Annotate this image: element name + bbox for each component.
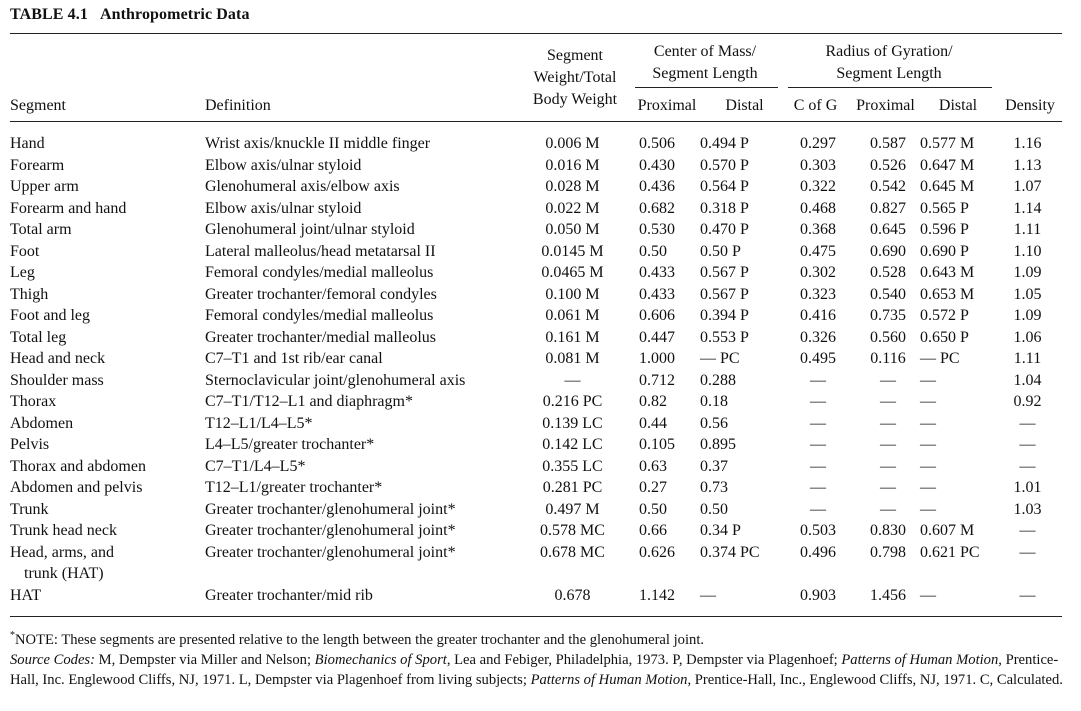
cell-density: 0.92 xyxy=(1013,393,1042,410)
cell-segment: Total arm xyxy=(10,221,72,238)
cell-weight: 0.678 xyxy=(554,586,591,604)
table-row xyxy=(10,456,1062,478)
cell-com-distal: 0.494 P xyxy=(700,135,749,152)
cell-segment: Thorax xyxy=(10,393,57,410)
cell-com-distal: 0.18 xyxy=(700,393,728,410)
cell-density: 1.06 xyxy=(1013,328,1042,346)
cell-rog-proximal: 0.540 xyxy=(870,285,906,303)
cell-segment: Shoulder mass xyxy=(10,371,104,389)
cell-definition: Femoral condyles/medial malleolus xyxy=(205,264,434,281)
cell-rog-proximal: 0.645 xyxy=(870,221,906,238)
cell-weight: 0.678 MC xyxy=(540,543,605,561)
cell-rog-cg: 0.297 xyxy=(800,135,836,152)
table-row xyxy=(10,241,1062,263)
cell-segment: Head, arms, and trunk (HAT) xyxy=(10,543,114,582)
cell-com-distal: 0.567 P xyxy=(700,264,749,281)
header-com-proximal: Proximal xyxy=(637,97,697,114)
table-row xyxy=(10,327,1062,349)
cell-rog-distal: — xyxy=(920,500,936,518)
cell-com-distal: 0.394 P xyxy=(700,307,749,324)
cell-segment: Leg xyxy=(10,264,35,281)
cell-rog-proximal: 0.587 xyxy=(870,135,906,152)
cell-segment: Trunk head neck xyxy=(10,522,117,539)
cell-rog-cg: 0.495 xyxy=(800,350,836,367)
cell-segment: Hand xyxy=(10,135,45,152)
table-row xyxy=(10,262,1062,284)
bottom-rule xyxy=(10,616,1062,617)
cell-com-distal: 0.50 xyxy=(700,500,728,518)
table-row xyxy=(10,219,1062,241)
cell-weight: 0.216 PC xyxy=(542,393,603,410)
table-row xyxy=(10,133,1062,155)
table-row xyxy=(10,520,1062,542)
header-rog-proximal: Proximal xyxy=(856,97,915,114)
cell-rog-cg: 0.326 xyxy=(800,328,836,346)
cell-rog-proximal: — xyxy=(880,393,896,410)
cell-rog-distal: 0.653 M xyxy=(920,285,975,303)
cell-rog-proximal: 0.690 xyxy=(870,242,906,260)
cell-rog-cg: 0.903 xyxy=(800,586,836,604)
cell-rog-distal: 0.643 M xyxy=(920,264,975,281)
cell-com-distal: 0.470 P xyxy=(700,221,749,238)
cell-weight: 0.022 M xyxy=(545,199,600,217)
source-codes: Source Codes: M, Dempster via Miller and Nelson; Biomechanics of Sport, Lea and Febiger, Philadelphia, 1973. P, Dempster via Plagenhoef; Patterns of Human Motion, Prentice-Hall, Inc. Englewood Cliffs, NJ, 1971. L, Dempster via Plagenhoef from living subjects; Patterns of Human Motion, Prentice-Hall, Inc., Englewood Cliffs, NJ, 1971. C, Calculated. xyxy=(10,651,1063,688)
cell-com-distal: 0.288 xyxy=(700,371,736,389)
cell-rog-cg: 0.475 xyxy=(800,242,836,260)
cell-rog-cg: 0.323 xyxy=(800,285,836,303)
cell-density: — xyxy=(1019,414,1036,432)
cell-definition: Greater trochanter/femoral condyles xyxy=(205,285,437,303)
cell-definition: Greater trochanter/glenohumeral joint* xyxy=(205,522,456,539)
cell-definition: C7–T1/L4–L5* xyxy=(205,457,306,475)
cell-definition: C7–T1/T12–L1 and diaphragm* xyxy=(205,393,413,410)
cell-rog-proximal: — xyxy=(880,371,896,389)
cell-density: — xyxy=(1019,586,1036,604)
cell-rog-cg: 0.468 xyxy=(800,199,836,217)
cell-rog-distal: — xyxy=(920,457,936,475)
cell-rog-cg: 0.302 xyxy=(800,264,836,281)
cell-rog-cg: 0.496 xyxy=(800,543,836,561)
cell-segment: Head and neck xyxy=(10,350,106,367)
cell-rog-proximal: 0.116 xyxy=(870,350,906,367)
cell-definition: T12–L1/L4–L5* xyxy=(205,414,313,432)
cell-density: 1.13 xyxy=(1013,156,1042,174)
table-row xyxy=(10,585,1062,607)
cell-rog-proximal: — xyxy=(880,500,896,518)
cell-segment: Abdomen and pelvis xyxy=(10,479,143,496)
cell-com-distal: 0.34 P xyxy=(700,522,741,539)
table-row xyxy=(10,198,1062,220)
header-definition: Definition xyxy=(205,97,271,114)
cell-com-proximal: 0.50 xyxy=(639,242,667,260)
cell-rog-proximal: 0.830 xyxy=(870,522,906,539)
cell-rog-proximal: 0.526 xyxy=(870,156,906,174)
cell-com-proximal: 0.27 xyxy=(639,479,667,496)
cell-density: 1.09 xyxy=(1013,307,1042,324)
cell-rog-distal: 0.645 M xyxy=(920,178,975,195)
cell-rog-proximal: 0.560 xyxy=(870,328,906,346)
cell-definition: L4–L5/greater trochanter* xyxy=(205,436,375,453)
cell-density: 1.09 xyxy=(1013,264,1042,281)
cell-weight: 0.161 M xyxy=(545,328,600,346)
cell-rog-proximal: — xyxy=(880,479,896,496)
cell-com-distal: 0.37 xyxy=(700,457,728,475)
table-row xyxy=(10,370,1062,392)
cell-rog-cg: 0.416 xyxy=(800,307,836,324)
cell-com-proximal: 0.105 xyxy=(639,436,675,453)
table-row xyxy=(10,434,1062,456)
cell-rog-proximal: 0.542 xyxy=(870,178,906,195)
cell-rog-proximal: 0.827 xyxy=(870,199,906,217)
cell-density: 1.05 xyxy=(1013,285,1042,303)
cell-rog-cg: 0.368 xyxy=(800,221,836,238)
cell-definition: Greater trochanter/glenohumeral joint* xyxy=(205,500,456,518)
header-weight: Segment Weight/Total Body Weight xyxy=(532,47,618,108)
cell-rog-distal: — xyxy=(920,436,936,453)
cell-density: — xyxy=(1019,543,1036,561)
cell-weight: 0.142 LC xyxy=(542,436,603,453)
cell-rog-distal: 0.596 P xyxy=(920,221,969,238)
cell-density: 1.16 xyxy=(1013,135,1042,152)
cell-rog-distal: — xyxy=(920,371,936,389)
cell-segment: Foot and leg xyxy=(10,307,90,324)
cell-com-proximal: 0.82 xyxy=(639,393,667,410)
cell-rog-cg: — xyxy=(810,436,826,453)
table-caption xyxy=(10,6,250,24)
cell-rog-cg: — xyxy=(810,457,826,475)
cell-com-distal: 0.318 P xyxy=(700,199,749,217)
cell-density: 1.11 xyxy=(1013,221,1042,238)
cell-rog-proximal: — xyxy=(880,414,896,432)
cell-com-proximal: 0.712 xyxy=(639,371,675,389)
cell-weight: 0.061 M xyxy=(545,307,600,324)
cell-com-distal: 0.56 xyxy=(700,414,728,432)
cell-weight: 0.281 PC xyxy=(542,479,603,496)
table-row xyxy=(10,155,1062,177)
cell-definition: Greater trochanter/medial malleolus xyxy=(205,328,437,346)
cell-segment: Forearm and hand xyxy=(10,199,127,217)
cell-weight: 0.139 LC xyxy=(542,414,603,432)
cell-rog-proximal: — xyxy=(880,457,896,475)
cell-weight: 0.081 M xyxy=(545,350,600,367)
cell-segment: Forearm xyxy=(10,156,65,174)
cell-density: 1.10 xyxy=(1013,242,1042,260)
cell-segment: Trunk xyxy=(10,500,49,518)
header-center-of-mass: Center of Mass/ Segment Length xyxy=(652,43,758,82)
header-segment: Segment xyxy=(10,97,66,114)
cell-weight: 0.006 M xyxy=(545,135,600,152)
cell-com-distal: — xyxy=(700,586,716,604)
cell-rog-cg: 0.322 xyxy=(800,178,836,195)
table-row xyxy=(10,305,1062,327)
cell-com-proximal: 1.142 xyxy=(639,586,675,604)
cell-rog-cg: — xyxy=(810,479,826,496)
cell-rog-cg: — xyxy=(810,371,826,389)
cell-weight: 0.578 MC xyxy=(540,522,605,539)
cell-com-distal: 0.570 P xyxy=(700,156,749,174)
cell-density: — xyxy=(1019,457,1036,475)
cell-rog-distal: 0.607 M xyxy=(920,522,975,539)
cell-weight: 0.028 M xyxy=(545,178,600,195)
top-rule xyxy=(10,33,1062,34)
cell-com-distal: 0.50 P xyxy=(700,242,741,260)
cell-com-proximal: 0.63 xyxy=(639,457,667,475)
cell-com-distal: 0.73 xyxy=(700,479,728,496)
cell-rog-distal: — xyxy=(920,414,936,432)
cell-rog-proximal: 1.456 xyxy=(870,586,906,604)
cell-com-proximal: 0.626 xyxy=(639,543,675,561)
cell-definition: Glenohumeral joint/ulnar styloid xyxy=(205,221,415,238)
cell-com-distal: 0.374 PC xyxy=(700,543,760,561)
cell-rog-cg: — xyxy=(810,393,826,410)
center-of-mass-rule xyxy=(635,87,778,88)
cell-rog-distal: — xyxy=(920,586,936,604)
cell-definition: T12–L1/greater trochanter* xyxy=(205,479,383,496)
cell-definition: Sternoclavicular joint/glenohumeral axis xyxy=(205,371,466,389)
footnote: *NOTE: These segments are presented relative to the length between the greater trochanter and the glenohumeral joint. xyxy=(10,630,705,648)
cell-com-proximal: 0.430 xyxy=(639,156,675,174)
cell-definition: Wrist axis/knuckle II middle finger xyxy=(205,135,431,152)
cell-rog-proximal: 0.735 xyxy=(870,307,906,324)
table-row xyxy=(10,391,1062,413)
table-row xyxy=(10,477,1062,499)
table-row xyxy=(10,499,1062,521)
cell-rog-distal: — PC xyxy=(920,350,960,367)
table-row xyxy=(10,348,1062,370)
cell-segment: HAT xyxy=(10,586,42,604)
cell-rog-distal: 0.565 P xyxy=(920,199,969,217)
cell-com-proximal: 1.000 xyxy=(639,350,675,367)
cell-weight: 0.050 M xyxy=(545,221,600,238)
cell-com-distal: 0.564 P xyxy=(700,178,749,195)
cell-segment: Thorax and abdomen xyxy=(10,457,146,475)
cell-weight: — xyxy=(564,371,581,389)
cell-com-proximal: 0.530 xyxy=(639,221,675,238)
cell-segment: Foot xyxy=(10,242,40,260)
cell-definition: Elbow axis/ulnar styloid xyxy=(205,199,362,217)
header-radius-of-gyration: Radius of Gyration/ Segment Length xyxy=(825,43,953,82)
cell-weight: 0.355 LC xyxy=(542,457,603,475)
cell-density: 1.04 xyxy=(1013,371,1042,389)
cell-rog-distal: — xyxy=(920,479,936,496)
cell-segment: Thigh xyxy=(10,285,49,303)
cell-density: — xyxy=(1019,522,1036,539)
cell-rog-distal: 0.621 PC xyxy=(920,543,980,561)
cell-segment: Upper arm xyxy=(10,178,79,195)
cell-weight: 0.100 M xyxy=(545,285,600,303)
table-label: TABLE 4.1 xyxy=(10,6,88,23)
table-row xyxy=(10,176,1062,198)
cell-rog-distal: 0.690 P xyxy=(920,242,969,260)
cell-definition: Greater trochanter/glenohumeral joint* xyxy=(205,543,456,561)
cell-com-proximal: 0.682 xyxy=(639,199,675,217)
cell-com-proximal: 0.447 xyxy=(639,328,675,346)
cell-rog-cg: — xyxy=(810,500,826,518)
cell-com-distal: 0.895 xyxy=(700,436,736,453)
cell-com-proximal: 0.433 xyxy=(639,264,675,281)
cell-weight: 0.0465 M xyxy=(541,264,604,281)
cell-density: 1.14 xyxy=(1013,199,1042,217)
cell-density: 1.01 xyxy=(1013,479,1042,496)
cell-rog-cg: — xyxy=(810,414,826,432)
header-rog-distal: Distal xyxy=(938,97,978,114)
cell-com-distal: — PC xyxy=(700,350,740,367)
cell-rog-distal: 0.572 P xyxy=(920,307,969,324)
cell-com-proximal: 0.506 xyxy=(639,135,675,152)
cell-com-distal: 0.553 P xyxy=(700,328,749,346)
table-row xyxy=(10,284,1062,306)
cell-rog-cg: 0.503 xyxy=(800,522,836,539)
cell-rog-proximal: 0.798 xyxy=(870,543,906,561)
cell-segment: Pelvis xyxy=(10,436,50,453)
cell-weight: 0.0145 M xyxy=(541,242,604,260)
cell-com-proximal: 0.433 xyxy=(639,285,675,303)
cell-definition: Greater trochanter/mid rib xyxy=(205,586,373,604)
header-rule xyxy=(10,121,1062,122)
table-body xyxy=(10,133,1062,606)
header-com-distal: Distal xyxy=(725,97,764,114)
cell-rog-distal: 0.577 M xyxy=(920,135,975,152)
cell-com-proximal: 0.606 xyxy=(639,307,675,324)
cell-definition: Lateral malleolus/head metatarsal II xyxy=(205,242,436,260)
cell-rog-distal: 0.650 P xyxy=(920,328,969,346)
header-density: Density xyxy=(1005,97,1055,114)
cell-segment: Abdomen xyxy=(10,414,74,432)
cell-com-proximal: 0.50 xyxy=(639,500,667,518)
cell-definition: Femoral condyles/medial malleolus xyxy=(205,307,434,324)
cell-definition: C7–T1 and 1st rib/ear canal xyxy=(205,350,383,367)
cell-rog-proximal: 0.528 xyxy=(870,264,906,281)
cell-rog-proximal: — xyxy=(880,436,896,453)
table-row xyxy=(10,413,1062,435)
cell-com-proximal: 0.436 xyxy=(639,178,675,195)
header-rog-cg: C of G xyxy=(793,97,838,114)
cell-density: 1.07 xyxy=(1013,178,1042,195)
table-row xyxy=(10,542,1062,585)
cell-rog-distal: — xyxy=(920,393,936,410)
cell-density: 1.11 xyxy=(1013,350,1042,367)
cell-segment: Total leg xyxy=(10,328,67,346)
cell-density: — xyxy=(1019,436,1036,453)
radius-of-gyration-rule xyxy=(788,87,992,88)
cell-com-distal: 0.567 P xyxy=(700,285,749,303)
cell-definition: Elbow axis/ulnar styloid xyxy=(205,156,362,174)
cell-definition: Glenohumeral axis/elbow axis xyxy=(205,178,400,195)
cell-weight: 0.016 M xyxy=(545,156,600,174)
cell-com-proximal: 0.44 xyxy=(639,414,667,432)
table-title: Anthropometric Data xyxy=(99,6,250,23)
cell-density: 1.03 xyxy=(1013,500,1042,518)
cell-rog-cg: 0.303 xyxy=(800,156,836,174)
cell-rog-distal: 0.647 M xyxy=(920,156,975,174)
cell-com-proximal: 0.66 xyxy=(639,522,667,539)
table-notes xyxy=(10,626,1066,690)
cell-weight: 0.497 M xyxy=(545,500,600,518)
